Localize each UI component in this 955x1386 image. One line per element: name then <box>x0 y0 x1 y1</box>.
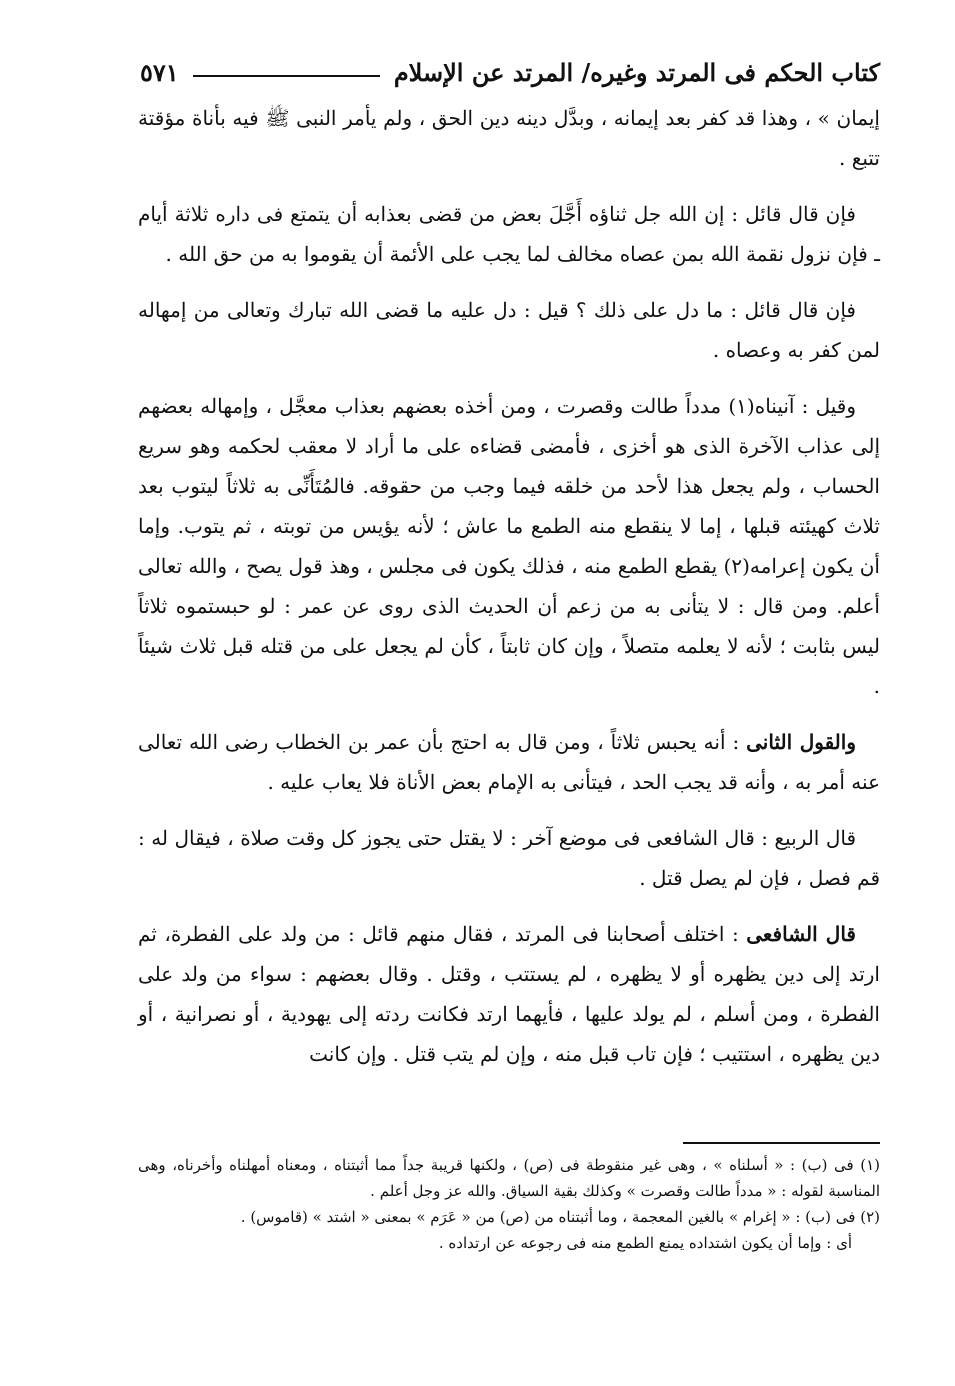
paragraph <box>138 914 880 1074</box>
paragraph <box>138 290 880 370</box>
paragraph <box>138 386 880 706</box>
paragraph <box>138 722 880 802</box>
paragraph-text: إيمان » ، وهذا قد كفر بعد إيمانه ، وبدَّل دينه دين الحق ، ولم يأمر النبى ﷺ فيه بأناة مؤقتة تتبع . <box>138 106 880 170</box>
running-header <box>140 52 880 92</box>
header-rule <box>193 75 380 77</box>
paragraph-lead: قال الشافعى <box>746 922 856 946</box>
paragraph-text: فإن قال قائل : إن الله جل ثناؤه أَجَّلَ بعض من قضى بعذابه أن يتمتع فى داره ثلاثة أيام ـ فإن نزول نقمة الله بمن عصاه مخالف لما يجب على الأئمة أن يقوموا به من حق الله . <box>138 202 880 266</box>
paragraph-text: قال الربيع : قال الشافعى فى موضع آخر : لا يقتل حتى يجوز كل وقت صلاة ، فيقال له : قم فصل ، فإن لم يصل قتل . <box>138 826 880 890</box>
footnote: (٢) فى (ب) : « إغرام » بالغين المعجمة ، وما أثبتناه من (ص) من « عَرَم » بمعنى « اشتد » (قاموس) . <box>240 1208 880 1226</box>
paragraph-text: : أنه يحبس ثلاثاً ، ومن قال به احتج بأن عمر بن الخطاب رضى الله تعالى عنه أمر به ، وأنه قد يجب الحد ، فيتأنى به الإمام بعض الأناة فلا يعاب عليه . <box>138 730 880 794</box>
paragraph-lead: والقول الثانى <box>746 730 856 754</box>
footnote-continuation: أى : وإما أن يكون اشتداده يمنع الطمع منه فى رجوعه عن ارتداده . <box>438 1234 852 1252</box>
footnote: (١) فى (ب) : « أسلناه » ، وهى غير منقوطة فى (ص) ، ولكنها قريبة جداً مما أثبتناه ، ومعناه أمهلناه وأخرناه، وهى المناسبة لقوله : « مدداً طالت وقصرت » وكذلك بقية السياق. والله عز وجل أعلم . <box>138 1156 880 1200</box>
paragraph <box>138 98 880 178</box>
footnotes <box>138 1152 880 1256</box>
footnote-separator <box>683 1142 880 1144</box>
paragraph <box>138 818 880 898</box>
page-number: ٥٧١ <box>140 57 179 87</box>
paragraph-text: فإن قال قائل : ما دل على ذلك ؟ قيل : دل عليه ما قضى الله تبارك وتعالى من إمهاله لمن كفر به وعصاه . <box>138 298 880 362</box>
main-text <box>138 98 880 1090</box>
paragraph <box>138 194 880 274</box>
paragraph-text: : اختلف أصحابنا فى المرتد ، فقال منهم قائل : من ولد على الفطرة، ثم ارتد إلى دين يظهره أو لا يظهره ، لم يستتب ، وقتل . وقال بعضهم : سواء من ولد على الفطرة ، ومن أسلم ، لم يولد عليها ، فأيهما ارتد فكانت ردته إلى يهودية ، أو نصرانية ، أو دين يظهره ، استتيب ؛ فإن تاب قبل منه ، وإن لم يتب قتل . وإن كانت <box>138 922 880 1066</box>
paragraph-text: وقيل : آنيناه(١) مدداً طالت وقصرت ، ومن أخذه بعضهم بعذاب معجَّل ، وإمهاله بعضهم إلى عذاب الآخرة الذى هو أخزى ، فأمضى قضاءه على ما أراد لا معقب لحكمه وهو سريع الحساب ، ولم يجعل هذا لأحد من خلقه فيما وجب من حقوقه. فالمُتَأَنِّى به ثلاثاً ليتوب بعد ثلاث كهيئته قبلها ، إما لا ينقطع منه الطمع ما عاش ؛ لأنه يؤيس من توبته ، ثم يتوب. وإما أن يكون إعرامه(٢) يقطع الطمع منه ، فذلك يكون فى مجلس ، وهذ قول يصح ، والله تعالى أعلم. ومن قال : لا يتأنى به من زعم أن الحديث الذى روى عن عمر : لو حبستموه ثلاثاً ليس بثابت ؛ لأنه لا يعلمه متصلاً ، وإن كان ثابتاً ، كأن لم يجعل على من قتله قبل ثلاث شيئاً . <box>138 394 880 698</box>
header-title: كتاب الحكم فى المرتد وغيره/ المرتد عن الإسلام <box>393 57 880 87</box>
